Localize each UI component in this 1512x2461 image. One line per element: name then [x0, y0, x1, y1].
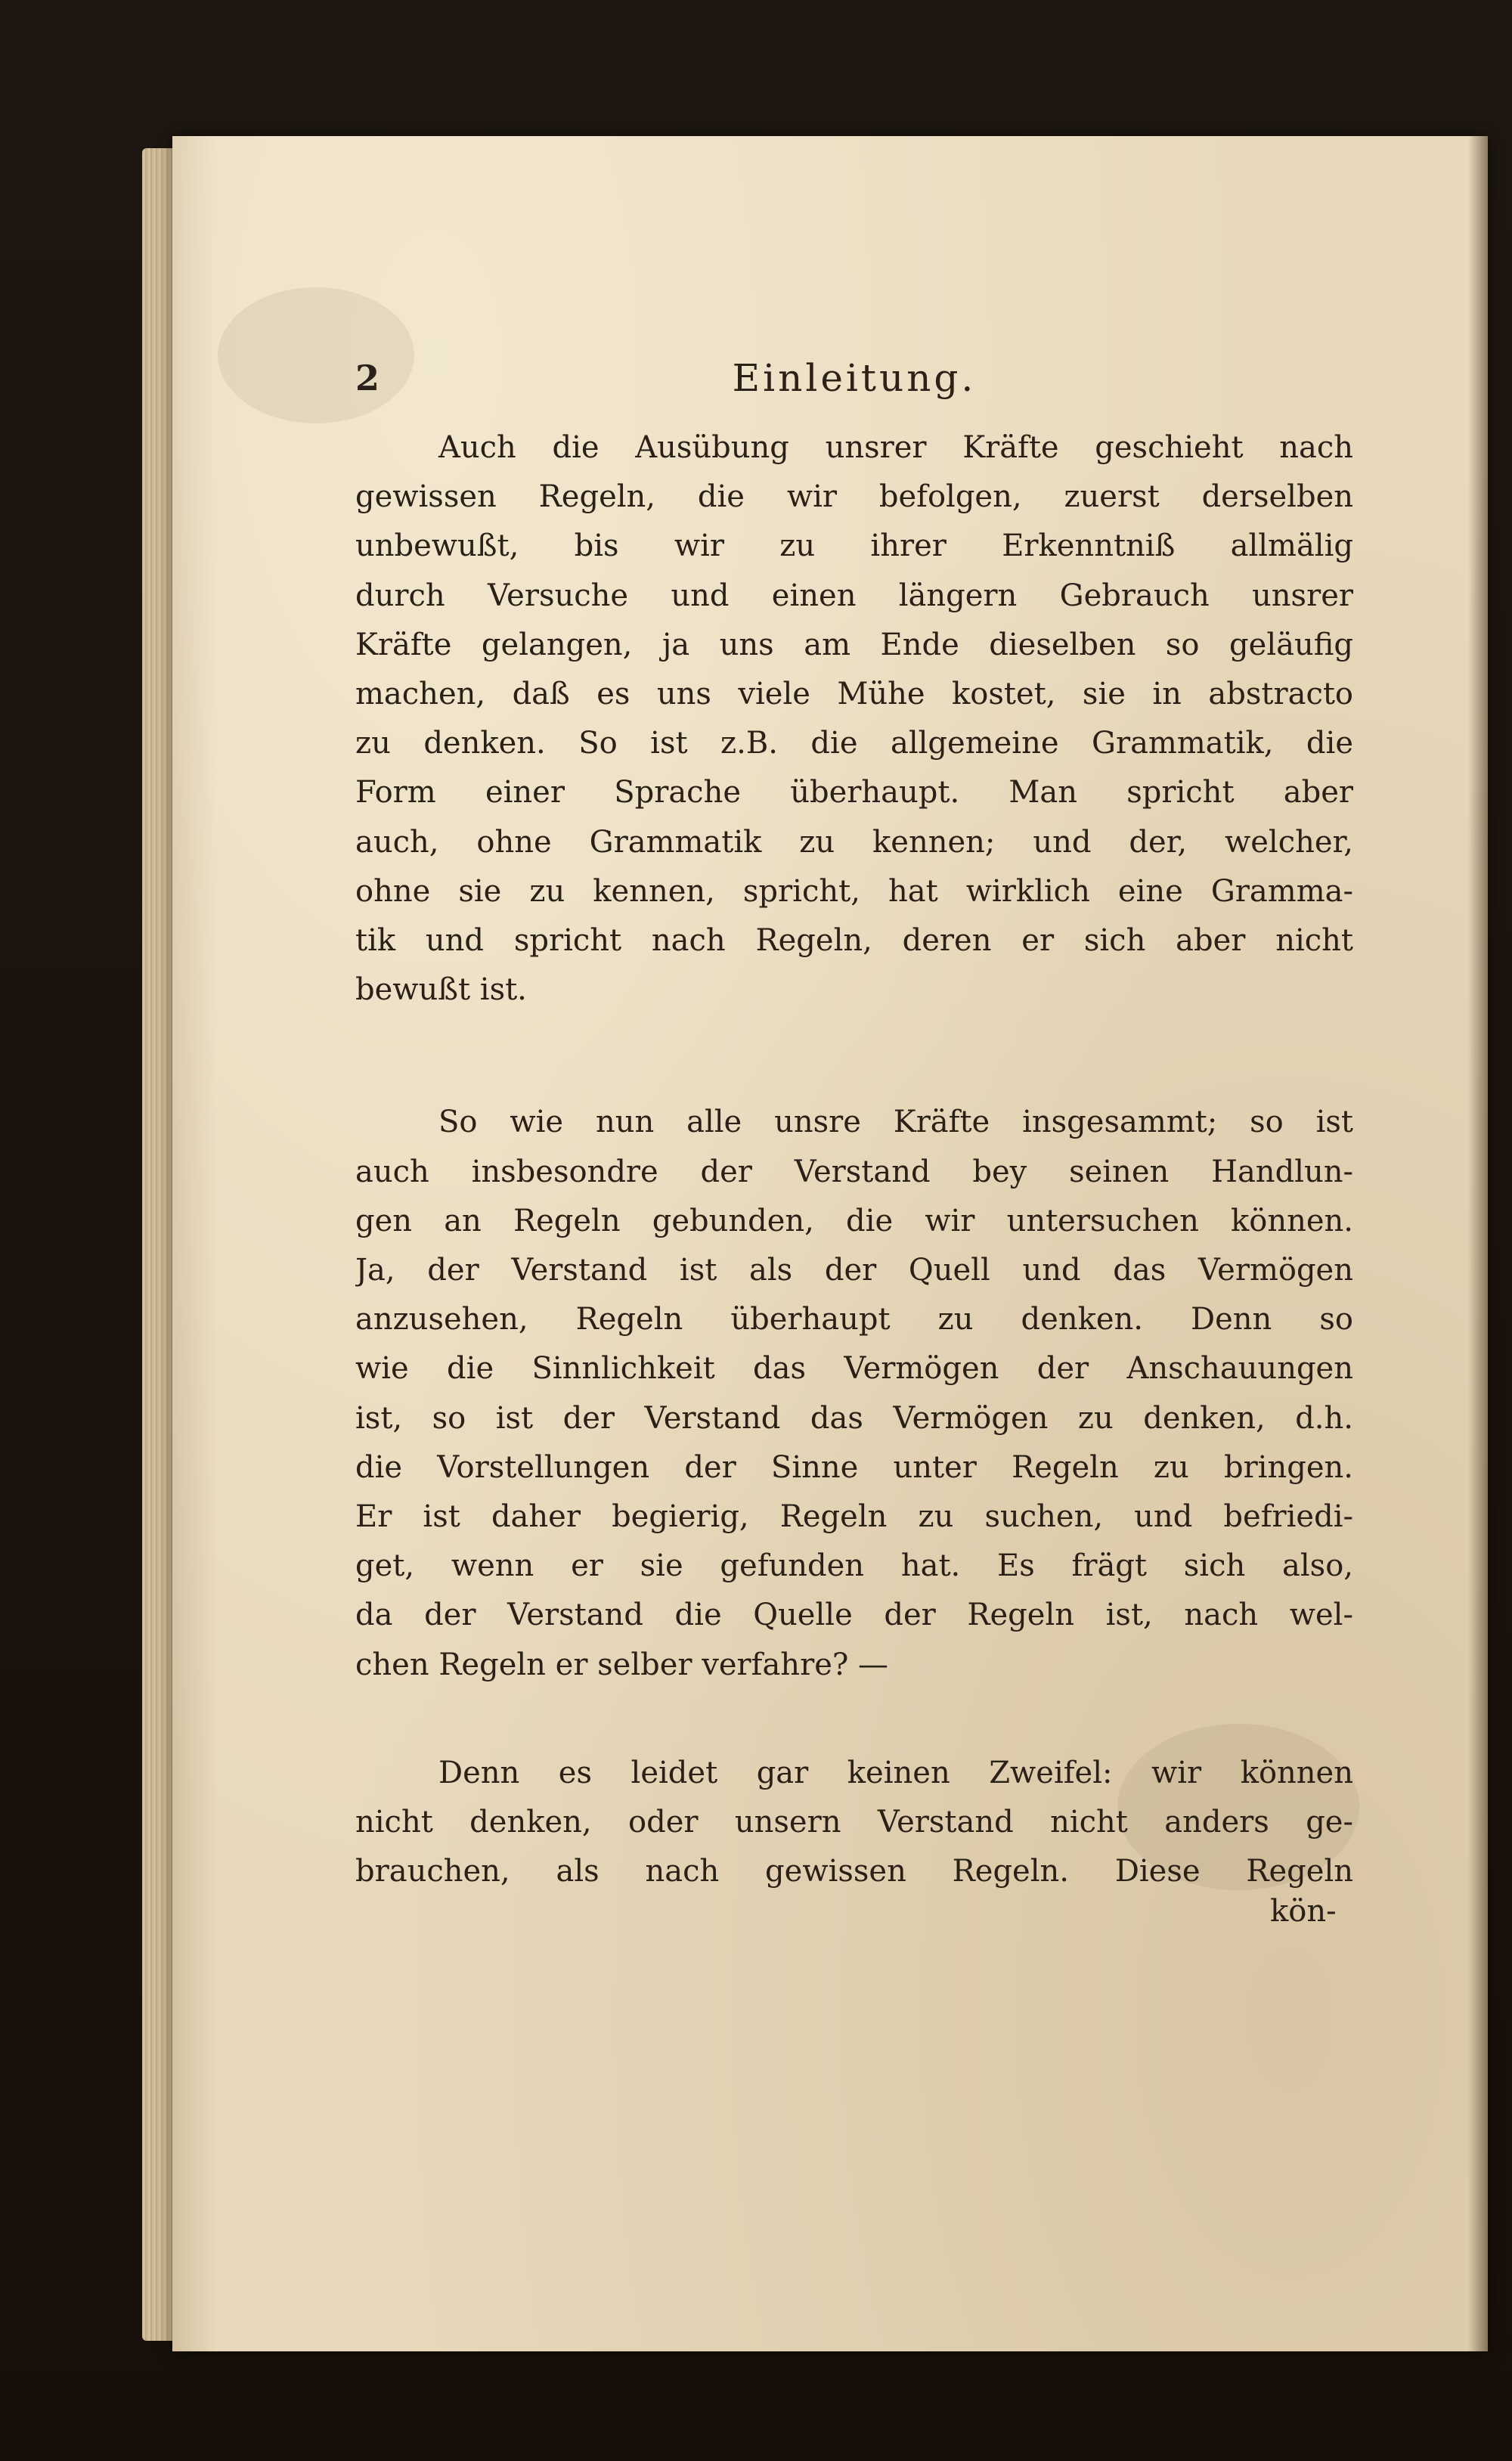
- text-line: nicht denken, oder unsern Verstand nicht anders ge-: [355, 1805, 1353, 1840]
- text-line: get, wenn er sie gefunden hat. Es frägt sich also,: [355, 1548, 1353, 1584]
- text-line: tik und spricht nach Regeln, deren er sich aber nicht: [355, 923, 1353, 959]
- page-header: [355, 355, 1353, 408]
- text-line: Denn es leidet gar keinen Zweifel: wir können: [438, 1755, 1353, 1790]
- text-line: Form einer Sprache überhaupt. Man spricht aber: [355, 775, 1353, 811]
- paragraph: [355, 1749, 1353, 1897]
- text-line: auch insbesondre der Verstand bey seinen Handlun-: [355, 1154, 1353, 1189]
- text-line: machen, daß es uns viele Mühe kostet, sie in abstracto: [355, 677, 1353, 712]
- text-line: Kräfte gelangen, ja uns am Ende dieselben so geläufig: [355, 627, 1353, 662]
- text-line: Ja, der Verstand ist als der Quell und das Vermögen: [355, 1253, 1353, 1288]
- text-line: ohne sie zu kennen, spricht, hat wirklich eine Gramma-: [355, 873, 1353, 909]
- catchword: kön-: [1270, 1894, 1337, 1929]
- paragraph: [355, 1098, 1353, 1689]
- page-gutter: [1468, 136, 1488, 2351]
- text-line: zu denken. So ist z.B. die allgemeine Grammatik, die: [355, 726, 1353, 761]
- text-line: gewissen Regeln, die wir befolgen, zuerst derselben: [355, 479, 1353, 515]
- paragraph-gap: [355, 1690, 1353, 1749]
- text-line: So wie nun alle unsre Kräfte insgesammt; so ist: [438, 1105, 1353, 1140]
- text-line: unbewußt, bis wir zu ihrer Erkenntniß allmälig: [355, 528, 1353, 564]
- text-line: Er ist daher begierig, Regeln zu suchen, und befriedi-: [355, 1499, 1353, 1535]
- text-line: da der Verstand die Quelle der Regeln ist, nach wel-: [355, 1598, 1353, 1633]
- page-number: 2: [355, 358, 380, 398]
- text-line: anzusehen, Regeln überhaupt zu denken. Denn so: [355, 1302, 1353, 1337]
- text-line: bewußt ist.: [355, 972, 527, 1008]
- text-line: Auch die Ausübung unsrer Kräfte geschieht nach: [438, 430, 1353, 465]
- text-line: gen an Regeln gebunden, die wir untersuchen können.: [355, 1203, 1353, 1238]
- text-line: ist, so ist der Verstand das Vermögen zu denken, d.h.: [355, 1400, 1353, 1436]
- page-body: [355, 423, 1353, 1896]
- text-line: wie die Sinnlichkeit das Vermögen der Anschauungen: [355, 1351, 1353, 1387]
- text-line: chen Regeln er selber verfahre? —: [355, 1647, 889, 1682]
- text-line: die Vorstellungen der Sinne unter Regeln zu bringen.: [355, 1449, 1353, 1485]
- running-title: Einleitung.: [732, 356, 977, 400]
- paragraph-gap: [355, 1015, 1353, 1098]
- paragraph: [355, 423, 1353, 1015]
- text-line: auch, ohne Grammatik zu kennen; und der, welcher,: [355, 824, 1353, 860]
- text-line: durch Versuche und einen längern Gebrauch unsrer: [355, 578, 1353, 613]
- text-line: brauchen, als nach gewissen Regeln. Diese Regeln: [355, 1854, 1353, 1889]
